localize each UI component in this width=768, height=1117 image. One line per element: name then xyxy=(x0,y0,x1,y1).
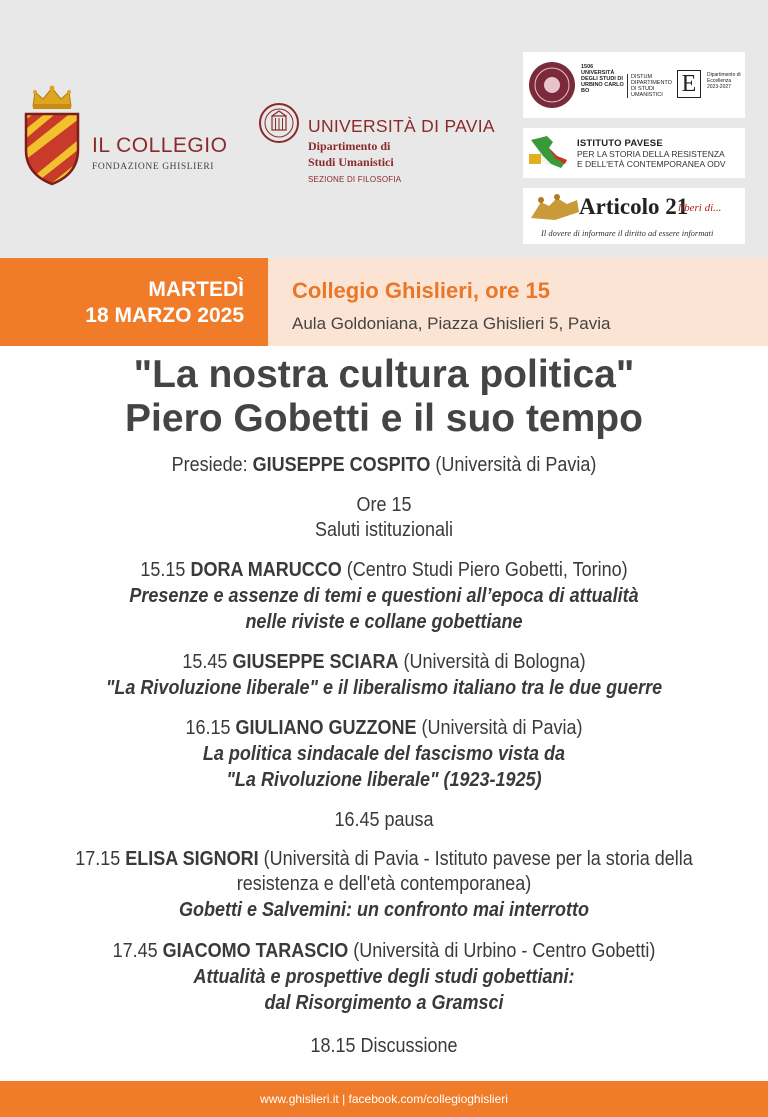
session-3-talk-line-2: "La Rivoluzione liberale" (1923-1925) xyxy=(226,769,542,791)
event-title-line-1: "La nostra cultura politica" xyxy=(133,353,635,396)
urbino-logo xyxy=(523,52,745,118)
collegio-ghislieri-logo xyxy=(22,84,242,204)
chair-label: Presiede: xyxy=(171,454,248,476)
session-3-name: GIULIANO GUZZONE xyxy=(235,717,417,739)
session-4-name: ELISA SIGNORI xyxy=(125,848,259,870)
closing-line: 18.15 Discussione xyxy=(310,1035,458,1057)
event-date: 18 MARZO 2025 xyxy=(85,304,244,327)
collegio-subtitle: FONDAZIONE GHISLIERI xyxy=(92,162,215,172)
session-1-talk-line-2: nelle riviste e collane gobettiane xyxy=(245,611,523,633)
session-5-time: 17.45 xyxy=(112,940,158,962)
session-1-name: DORA MARUCCO xyxy=(190,559,342,581)
event-address: Aula Goldoniana, Piazza Ghislieri 5, Pavia xyxy=(292,314,611,333)
istituto-pavese-logo xyxy=(523,128,745,178)
session-5-name: GIACOMO TARASCIO xyxy=(162,940,349,962)
session-2-speaker xyxy=(38,651,729,674)
italy-map-icon xyxy=(527,134,571,172)
session-3-time: 16.15 xyxy=(185,717,231,739)
session-4-talk-line-1: Gobetti e Salvemini: un confronto mai interrotto xyxy=(178,899,590,921)
universita-pavia-logo xyxy=(258,102,508,192)
session-5-talk-line-2: dal Risorgimento a Gramsci xyxy=(264,992,504,1014)
session-3-affiliation: (Università di Pavia) xyxy=(421,717,583,739)
pause-line: 16.45 pausa xyxy=(334,809,434,831)
session-2-time: 15.45 xyxy=(182,651,228,673)
session-5-talk-line-1: Attualità e prospettive degli studi gobettiani: xyxy=(193,966,575,988)
urbino-seal-icon xyxy=(527,60,577,110)
department-line-2: Studi Umanistici xyxy=(308,155,394,169)
section-name: SEZIONE DI FILOSOFIA xyxy=(308,175,402,184)
urbino-name: 1506 UNIVERSITÀ DEGLI STUDI DI URBINO CARLO BO xyxy=(581,64,624,94)
articolo21-motto: Il dovere di informare il diritto ad essere informati xyxy=(541,228,714,238)
articolo21-logo xyxy=(523,188,745,244)
place-band xyxy=(268,258,768,346)
footer-bar xyxy=(0,1081,768,1117)
ipsr-line-3: E DELL'ETÀ CONTEMPORANEA ODV xyxy=(577,159,726,169)
university-name: UNIVERSITÀ DI PAVIA xyxy=(308,116,495,136)
date-band xyxy=(0,258,268,346)
session-3-talk-line-1: La politica sindacale del fascismo vista da xyxy=(202,743,566,765)
figures-icon xyxy=(527,192,587,222)
distum-name: DISTUM DIPARTIMENTO DI STUDI UMANISTICI xyxy=(627,74,667,98)
footer-links[interactable]: www.ghislieri.it | facebook.com/collegioghislieri xyxy=(260,1092,508,1106)
event-venue: Collegio Ghislieri, ore 15 xyxy=(292,278,550,303)
session-4-affiliation-line-2: resistenza e dell'età contemporanea) xyxy=(236,873,532,895)
chair-affiliation: (Università di Pavia) xyxy=(435,454,597,476)
opening-text: Saluti istituzionali xyxy=(314,519,454,541)
chair-line xyxy=(38,454,729,477)
shield-icon xyxy=(22,110,82,186)
session-5-affiliation: (Università di Urbino - Centro Gobetti) xyxy=(353,940,656,962)
eccellenza-mark: E xyxy=(677,70,701,98)
logo-header xyxy=(0,0,768,258)
session-2-talk-line-1: "La Rivoluzione liberale" e il liberalismo italiano tra le due guerre xyxy=(105,677,663,699)
collegio-name: IL COLLEGIO xyxy=(92,134,228,157)
session-1-time: 15.15 xyxy=(140,559,186,581)
articolo21-tag: liberi di... xyxy=(678,202,722,214)
department-line-1: Dipartimento di xyxy=(308,139,391,153)
session-4-affiliation: (Università di Pavia - Istituto pavese per la storia della xyxy=(263,848,693,870)
chair-name: GIUSEPPE COSPITO xyxy=(252,454,431,476)
ipsr-name: ISTITUTO PAVESE xyxy=(577,138,663,149)
session-4-time: 17.15 xyxy=(75,848,121,870)
session-2-affiliation: (Università di Bologna) xyxy=(403,651,586,673)
articolo21-name: Articolo 21 xyxy=(579,194,689,219)
session-1-affiliation: (Centro Studi Piero Gobetti, Torino) xyxy=(346,559,628,581)
university-seal-icon xyxy=(258,102,300,144)
eccellenza-text: Dipartimento di Eccellenza 2023-2027 xyxy=(707,72,741,90)
session-5-speaker xyxy=(38,940,729,963)
session-2-name: GIUSEPPE SCIARA xyxy=(232,651,399,673)
event-weekday: MARTEDÌ xyxy=(148,278,244,301)
session-4-speaker xyxy=(38,848,729,871)
session-3-speaker xyxy=(38,717,729,740)
session-1-talk-line-1: Presenze e assenze di temi e questioni all’epoca di attualità xyxy=(129,585,639,607)
crown-icon xyxy=(30,84,74,110)
session-1-speaker xyxy=(38,559,729,582)
ipsr-line-2: PER LA STORIA DELLA RESISTENZA xyxy=(577,149,725,159)
opening-time: Ore 15 xyxy=(356,494,412,516)
event-title-line-2: Piero Gobetti e il suo tempo xyxy=(125,397,643,440)
